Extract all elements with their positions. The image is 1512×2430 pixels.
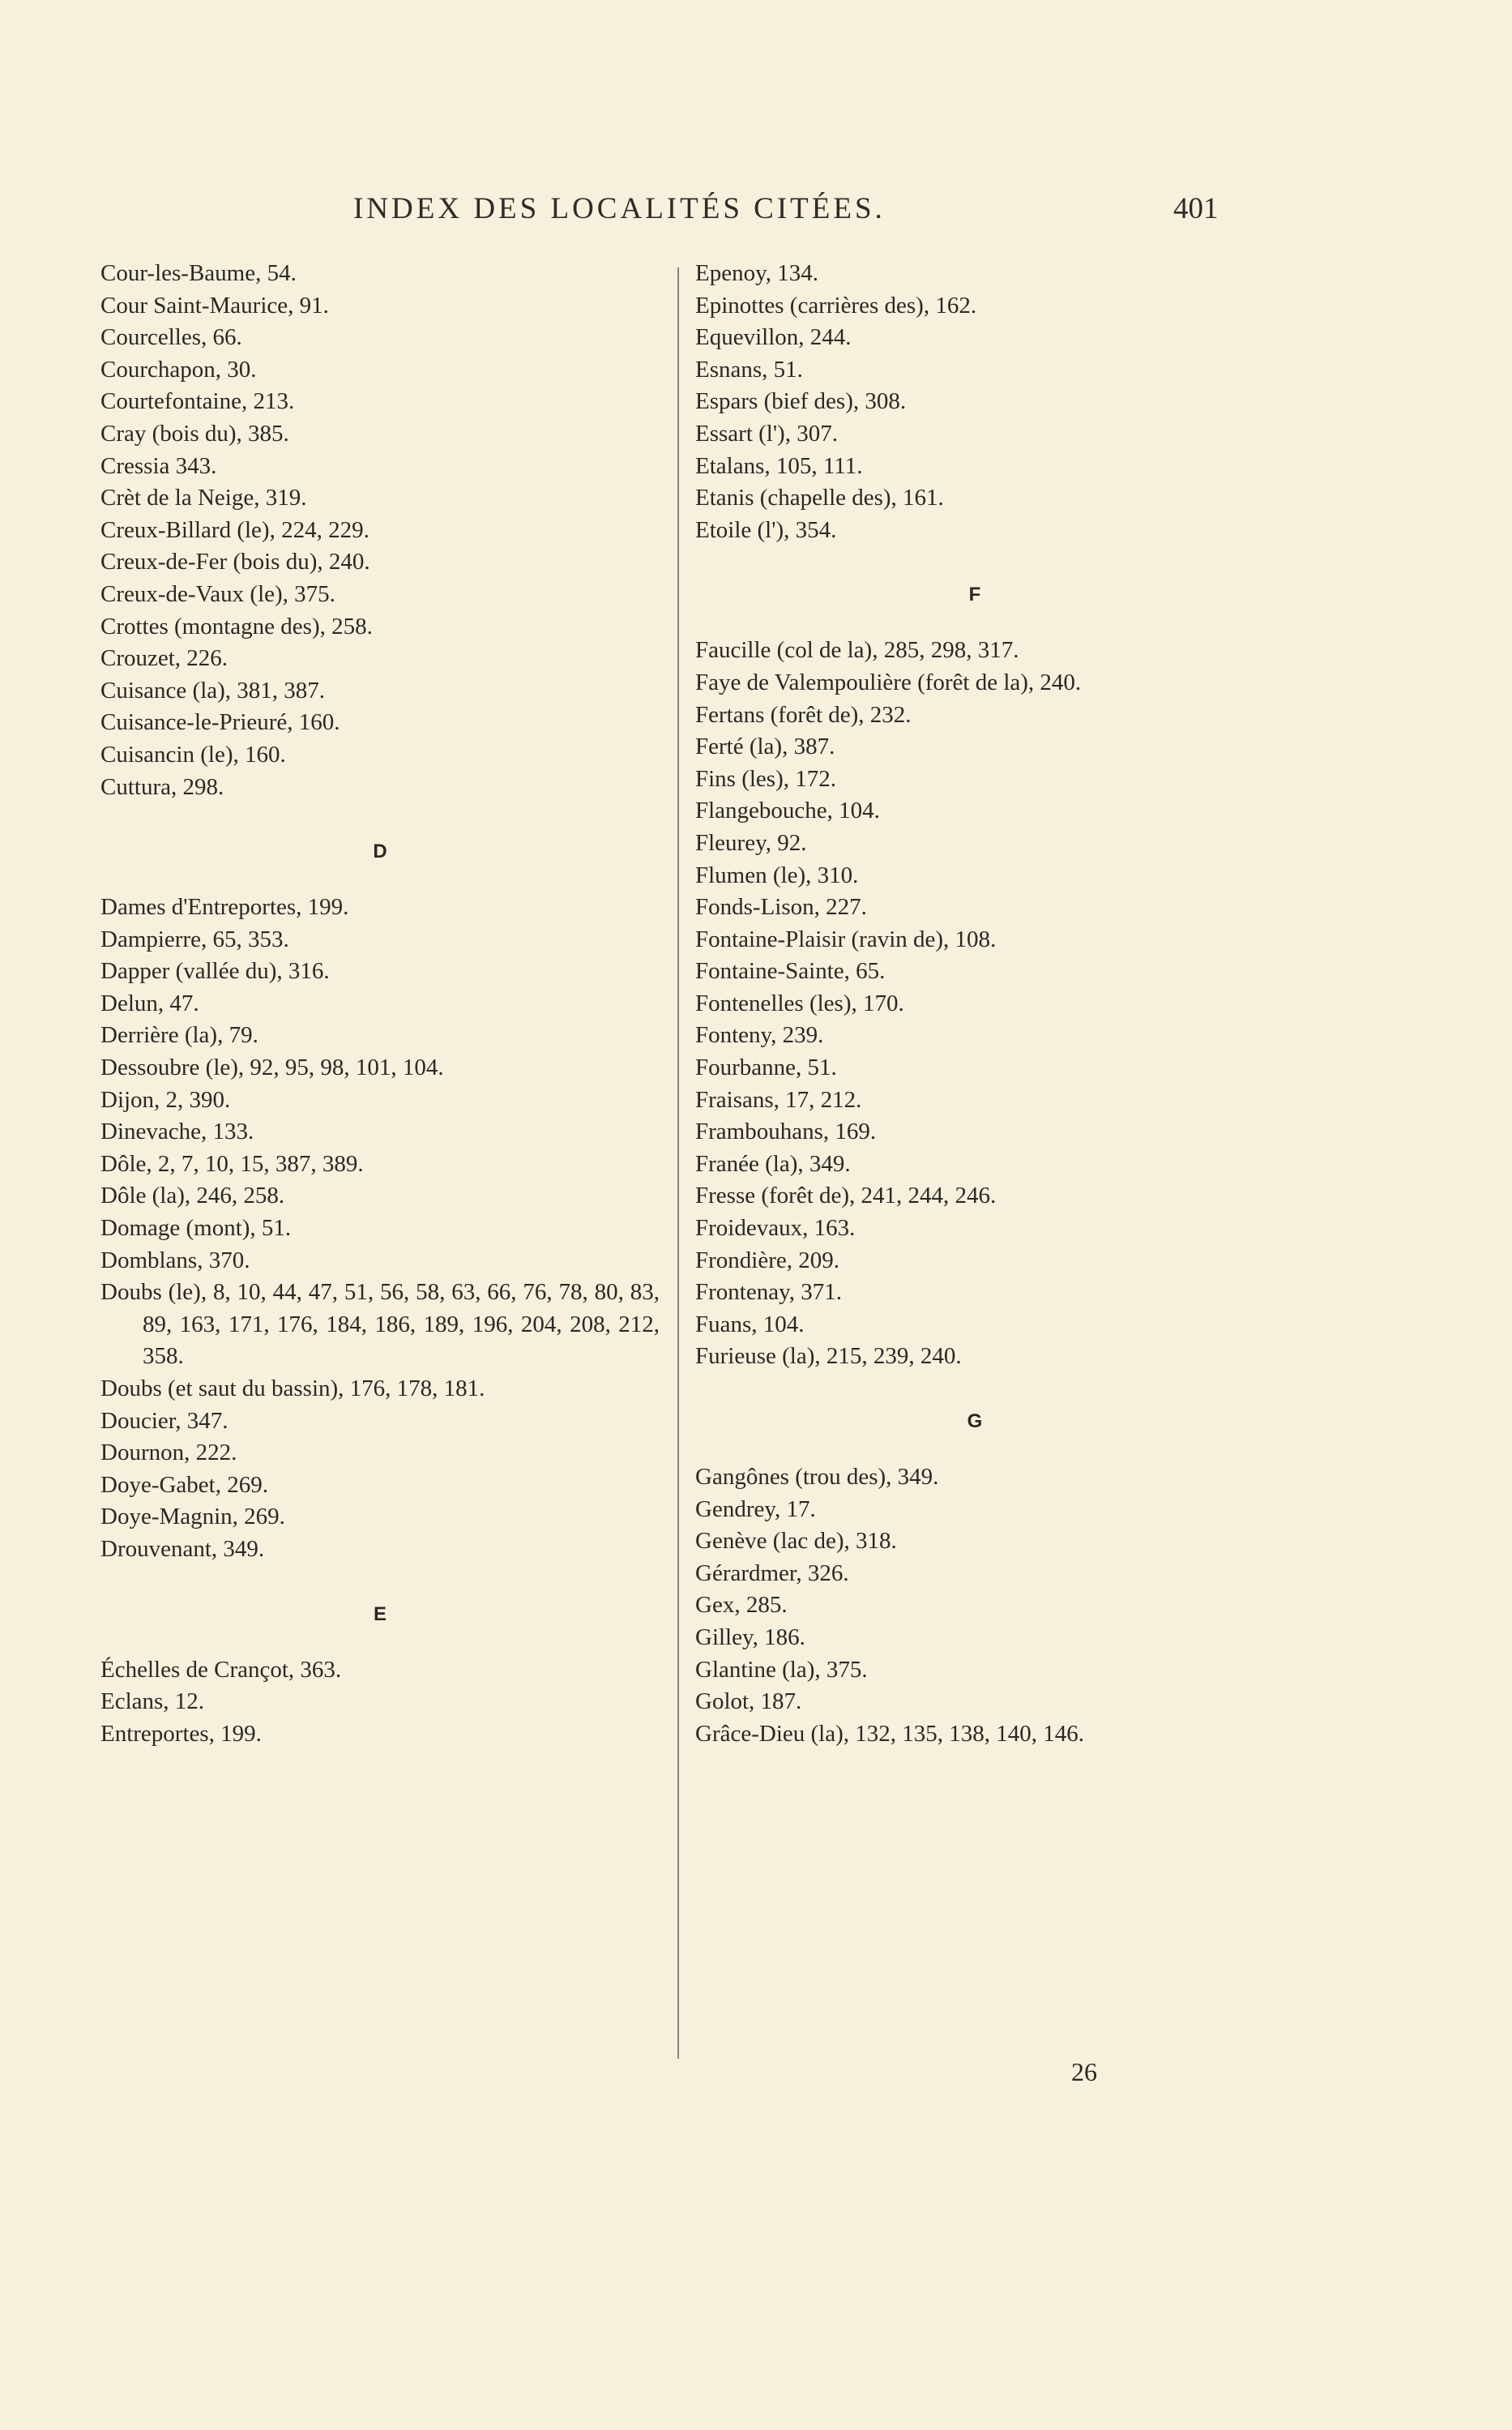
index-entry: Dournon, 222. <box>100 1440 237 1466</box>
index-entry: Dames d'Entreportes, 199. <box>100 894 349 921</box>
left-column <box>100 258 660 1750</box>
index-entry: Fresse (forêt de), 241, 244, 246. <box>695 1183 997 1209</box>
index-entry: Courchapon, 30. <box>100 356 257 383</box>
index-entry: Gérardmer, 326. <box>695 1559 849 1586</box>
index-entry: Fontaine-Sainte, 65. <box>695 958 886 985</box>
index-entry: Cray (bois du), 385. <box>100 420 289 447</box>
index-entry: Doucier, 347. <box>100 1407 229 1434</box>
index-entry: Frambouhans, 169. <box>695 1119 877 1145</box>
index-entry: Dôle (la), 246, 258. <box>100 1183 285 1209</box>
right-column <box>695 258 1254 1750</box>
index-entry: Esnans, 51. <box>695 356 803 383</box>
index-entry: Cuisance (la), 381, 387. <box>100 677 326 704</box>
section-letter-d: D <box>373 841 387 863</box>
index-entry: Derrière (la), 79. <box>100 1022 258 1049</box>
section-letter-f: F <box>968 584 981 606</box>
index-entry: Faucille (col de la), 285, 298, 317. <box>695 637 1019 664</box>
index-entry: Fertans (forêt de), 232. <box>695 701 912 728</box>
column-divider <box>677 267 679 2059</box>
index-entry: Golot, 187. <box>695 1688 802 1715</box>
index-entry: Essart (l'), 307. <box>695 420 838 447</box>
index-entry: Fins (les), 172. <box>695 765 836 792</box>
index-entry: Doye-Gabet, 269. <box>100 1471 268 1498</box>
index-entry: Échelles de Crançot, 363. <box>100 1656 342 1683</box>
index-entry: Froidevaux, 163. <box>695 1215 856 1242</box>
page-number: 401 <box>1173 192 1219 225</box>
running-head <box>0 191 1512 240</box>
index-entry: Ferté (la), 387. <box>695 734 835 760</box>
index-entry: Gex, 285. <box>695 1592 788 1619</box>
index-entry: Glantine (la), 375. <box>695 1656 868 1683</box>
index-entry: Cour Saint-Maurice, 91. <box>100 292 329 319</box>
index-entry: Creux-de-Fer (bois du), 240. <box>100 549 370 575</box>
index-entry: Eclans, 12. <box>100 1688 205 1715</box>
index-entry: Grâce-Dieu (la), 132, 135, 138, 140, 146. <box>695 1720 1084 1747</box>
index-entry: Domblans, 370. <box>100 1247 250 1273</box>
index-entry: Etalans, 105, 111. <box>695 452 863 479</box>
index-entry: Doubs (le), 8, 10, 44, 47, 51, 56, 58, 63, 66, 76, 78, 80, 83, 89, 163, 171, 176, 184, 186, 189, 196, 204, 208, 212, 358. <box>100 1279 660 1370</box>
index-entry: Dapper (vallée du), 316. <box>100 958 330 985</box>
index-entry: Dinevache, 133. <box>100 1119 254 1145</box>
index-entry: Fleurey, 92. <box>695 829 807 856</box>
index-entry: Flangebouche, 104. <box>695 798 880 824</box>
index-entry: Gendrey, 17. <box>695 1495 816 1522</box>
index-entry: Fonds-Lison, 227. <box>695 894 867 921</box>
index-entry: Furieuse (la), 215, 239, 240. <box>695 1343 962 1370</box>
index-entry: Cour-les-Baume, 54. <box>100 260 297 286</box>
index-entry: Equevillon, 244. <box>695 324 852 351</box>
index-entry: Fourbanne, 51. <box>695 1055 837 1081</box>
index-entry: Gangônes (trou des), 349. <box>695 1464 939 1490</box>
index-entry: Frontenay, 371. <box>695 1279 842 1306</box>
index-entry: Crouzet, 226. <box>100 645 229 672</box>
page-title: INDEX DES LOCALITÉS CITÉES. <box>353 192 886 225</box>
index-entry: Espars (bief des), 308. <box>695 388 907 415</box>
index-entry: Fuans, 104. <box>695 1311 805 1337</box>
index-entry: Courtefontaine, 213. <box>100 388 295 415</box>
index-entry: Cressia 343. <box>100 452 217 479</box>
index-entry: Dôle, 2, 7, 10, 15, 387, 389. <box>100 1150 364 1177</box>
index-entry: Etanis (chapelle des), 161. <box>695 485 944 511</box>
index-entry: Genève (lac de), 318. <box>695 1528 897 1555</box>
index-entry: Fontaine-Plaisir (ravin de), 108. <box>695 926 997 952</box>
section-letter-e: E <box>373 1602 387 1625</box>
index-entry: Drouvenant, 349. <box>100 1535 265 1562</box>
index-entry: Gilley, 186. <box>695 1624 805 1650</box>
index-entry: Domage (mont), 51. <box>100 1215 292 1242</box>
index-entry: Flumen (le), 310. <box>695 862 859 888</box>
index-entry: Etoile (l'), 354. <box>695 516 837 543</box>
index-entry: Cuttura, 298. <box>100 773 224 800</box>
index-entry: Dessoubre (le), 92, 95, 98, 101, 104. <box>100 1055 444 1081</box>
index-entry: Faye de Valempoulière (forêt de la), 240. <box>695 669 1082 695</box>
index-entry: Epenoy, 134. <box>695 260 818 286</box>
index-entry: Franée (la), 349. <box>695 1150 851 1177</box>
signature-mark: 26 <box>1071 2057 1097 2086</box>
index-entry: Cuisancin (le), 160. <box>100 741 286 768</box>
index-entry: Cuisance-le-Prieuré, 160. <box>100 709 340 736</box>
index-entry: Entreportes, 199. <box>100 1720 262 1747</box>
index-entry: Frondière, 209. <box>695 1247 839 1273</box>
index-entry: Delun, 47. <box>100 990 199 1016</box>
index-entry: Crottes (montagne des), 258. <box>100 613 373 640</box>
index-entry: Dampierre, 65, 353. <box>100 926 289 952</box>
index-entry: Doye-Magnin, 269. <box>100 1504 285 1530</box>
section-letter-g: G <box>967 1410 983 1432</box>
index-entry: Fontenelles (les), 170. <box>695 990 904 1016</box>
index-entry: Creux-de-Vaux (le), 375. <box>100 580 335 607</box>
index-entry: Crèt de la Neige, 319. <box>100 485 307 511</box>
index-entry: Doubs (et saut du bassin), 176, 178, 181. <box>100 1375 485 1401</box>
index-entry: Courcelles, 66. <box>100 324 242 351</box>
index-entry: Dijon, 2, 390. <box>100 1086 231 1113</box>
index-entry: Creux-Billard (le), 224, 229. <box>100 516 369 543</box>
index-entry: Epinottes (carrières des), 162. <box>695 292 977 319</box>
index-entry: Fraisans, 17, 212. <box>695 1086 862 1113</box>
index-entry: Fonteny, 239. <box>695 1022 824 1049</box>
